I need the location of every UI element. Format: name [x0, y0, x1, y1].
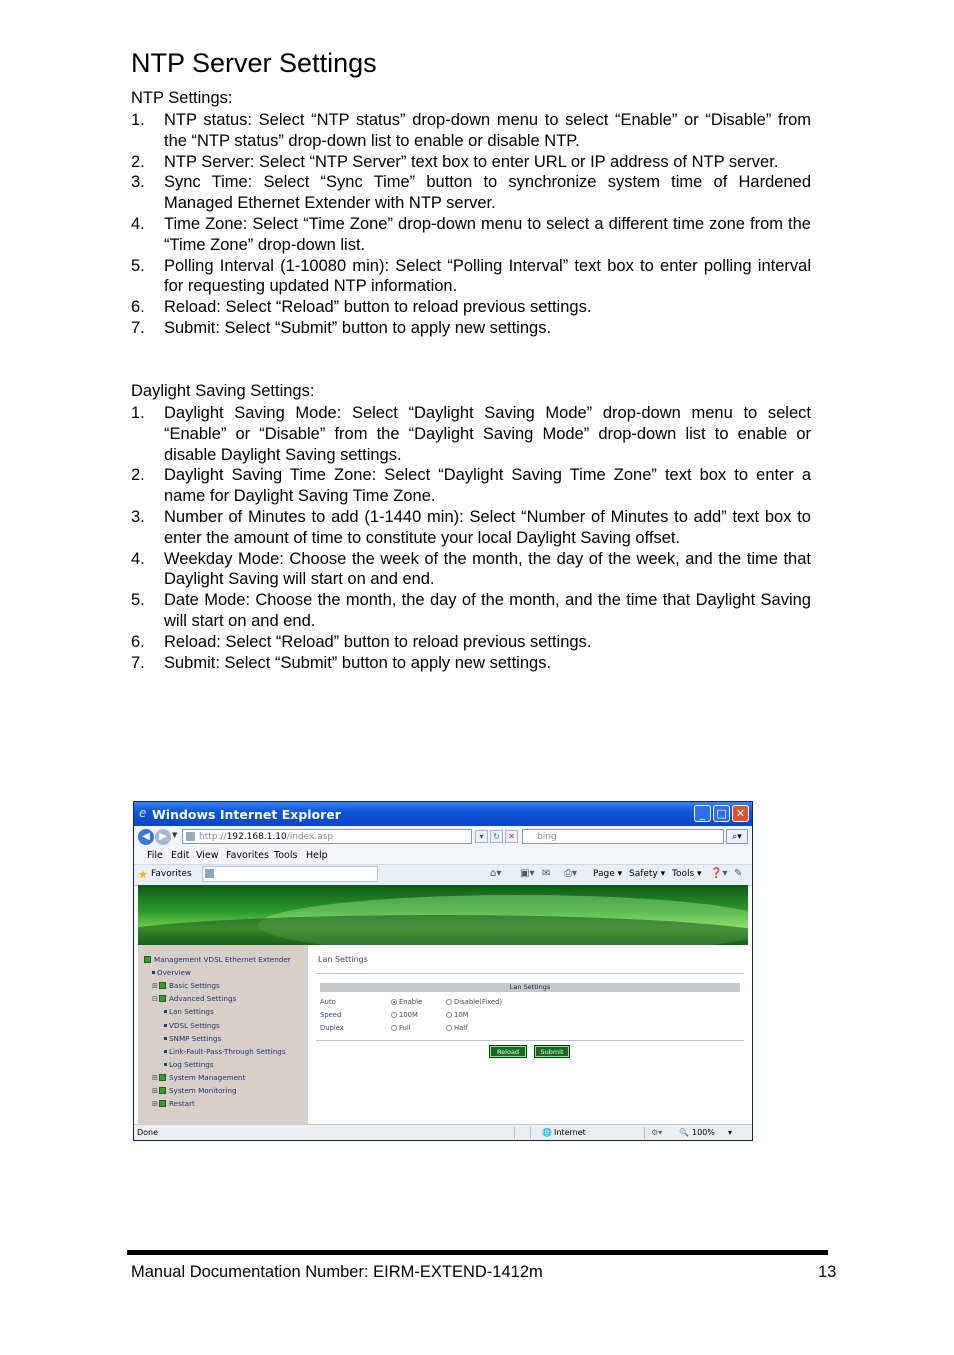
step-item [131, 297, 811, 318]
search-input[interactable]: bing [522, 829, 724, 844]
step-number: 2. [131, 466, 145, 485]
tree-item-label: Link-Fault-Pass-Through Settings [169, 1046, 286, 1056]
step-text: Number of Minutes to add (1-1440 min): Select “Number of Minutes to add” text box to enter the amount of time to constitute your local Daylight Saving offset. [164, 507, 811, 547]
globe-icon: 🌐 [542, 1128, 552, 1137]
status-separator [530, 1127, 531, 1139]
tree-item[interactable] [164, 1007, 214, 1016]
tree-item-label: Lan Settings [169, 1007, 214, 1017]
tree-item-label: Log Settings [169, 1059, 214, 1069]
menu-favorites[interactable]: Favorites [226, 850, 269, 861]
address-dropdown-icon[interactable]: ▾ [475, 830, 488, 843]
menu-view[interactable]: View [196, 850, 219, 861]
tree-bullet-icon [164, 1063, 167, 1066]
tree-bullet-icon [164, 1050, 167, 1053]
duplex-half-radio[interactable] [446, 1024, 468, 1032]
tree-bullet-icon [164, 1024, 167, 1027]
folder-icon [159, 995, 166, 1002]
menu-edit[interactable]: Edit [171, 850, 190, 861]
auto-disable-label: Disable(Fixed) [454, 998, 503, 1006]
tree-item[interactable] [152, 994, 236, 1003]
radio-checked-icon [391, 999, 397, 1005]
radio-unchecked-icon [446, 999, 452, 1005]
status-separator [644, 1127, 645, 1139]
daylight-saving-heading: Daylight Saving Settings: [131, 382, 315, 400]
url-prefix: http:// [199, 832, 227, 842]
collapse-icon[interactable]: ⊟ [152, 994, 159, 1004]
step-text: Reload: Select “Reload” button to reload previous settings. [164, 632, 592, 651]
step-number: 1. [131, 404, 145, 422]
forward-icon[interactable]: ▶ [155, 829, 171, 845]
duplex-full-radio[interactable] [391, 1024, 411, 1032]
url-host: 192.168.1.10 [226, 832, 287, 842]
speed-100m-radio[interactable] [391, 1011, 418, 1019]
step-number: 2. [131, 152, 145, 171]
step-text: Time Zone: Select “Time Zone” drop-down menu to select a different time zone from the “Time Zone” drop-down list. [164, 214, 811, 254]
minimize-icon[interactable]: _ [694, 805, 711, 822]
maximize-icon[interactable]: □ [713, 805, 730, 822]
folder-icon [159, 1087, 166, 1094]
step-item [131, 172, 811, 214]
print-icon[interactable]: ⎙▾ [564, 868, 578, 879]
step-number: 5. [131, 256, 145, 275]
zoom-icon[interactable]: 🔍 [679, 1128, 689, 1137]
menu-file[interactable]: File [147, 850, 163, 861]
step-text: Polling Interval (1-10080 min): Select “Polling Interval” text box to enter polling interval for requesting updated NTP information. [164, 256, 811, 296]
auto-label: Auto [320, 998, 336, 1006]
step-number: 5. [131, 591, 145, 610]
step-item [131, 549, 811, 591]
duplex-half-label: Half [454, 1024, 468, 1032]
tree-item-label: Restart [169, 1099, 195, 1109]
tree-item[interactable] [152, 1073, 245, 1082]
zoom-level[interactable]: 100% [692, 1128, 715, 1137]
safety-menu[interactable]: Safety ▾ [629, 869, 666, 879]
tree-item-label: SNMP Settings [169, 1033, 222, 1043]
tab-favicon-icon [205, 869, 214, 878]
step-item [131, 256, 811, 298]
window-titlebar [134, 802, 752, 826]
step-number: 3. [131, 173, 145, 192]
zoom-dropdown-icon[interactable]: ▾ [728, 1128, 733, 1137]
page-menu[interactable]: Page ▾ [593, 869, 623, 879]
back-icon[interactable]: ◀ [138, 829, 154, 845]
ntp-steps-list [131, 110, 811, 339]
expand-icon[interactable]: ⊞ [152, 1072, 159, 1082]
expand-icon[interactable]: ⊞ [152, 1086, 159, 1095]
header-banner [138, 885, 748, 945]
search-icon[interactable]: ⌕▾ [726, 829, 748, 844]
help-icon[interactable]: ❓▾ [710, 868, 728, 879]
speed-100m-label: 100M [399, 1011, 418, 1019]
step-text: Daylight Saving Time Zone: Select “Daylight Saving Time Zone” text box to enter a name for Daylight Saving Time Zone. [164, 466, 811, 506]
radio-unchecked-icon [446, 1012, 452, 1018]
footer-page-number: 13 [818, 1263, 837, 1281]
browser-screenshot [133, 801, 753, 1141]
window-title: Windows Internet Explorer [152, 807, 341, 822]
research-icon[interactable]: ✎ [734, 868, 743, 879]
tree-bullet-icon [152, 971, 155, 974]
duplex-label: Duplex [320, 1024, 344, 1032]
favorites-bar [134, 864, 752, 886]
tree-item-label: Advanced Settings [169, 994, 237, 1004]
step-number: 6. [131, 298, 145, 317]
step-text: Submit: Select “Submit” button to apply new settings. [164, 318, 552, 337]
favorites-star-icon[interactable]: ★ [138, 868, 148, 881]
tree-bullet-icon [164, 1010, 167, 1013]
page-favicon-icon [186, 832, 195, 841]
menu-help[interactable]: Help [306, 850, 328, 861]
step-number: 7. [131, 318, 145, 337]
tools-command-menu[interactable]: Tools ▾ [672, 869, 702, 879]
stop-icon[interactable]: ✕ [505, 830, 518, 843]
step-text: Daylight Saving Mode: Select “Daylight Saving Mode” drop-down menu to select “Enable” or “Disable” from the “Daylight Saving Mode” drop-down list to enable or disable Daylight Saving settings. [164, 404, 811, 464]
step-item [131, 403, 811, 465]
tree-item-label: VDSL Settings [169, 1020, 220, 1030]
tree-item[interactable] [144, 955, 291, 964]
folder-icon [159, 1074, 166, 1081]
mail-icon[interactable]: ✉ [542, 868, 551, 879]
step-number: 4. [131, 214, 145, 233]
radio-unchecked-icon [446, 1025, 452, 1031]
tree-bullet-icon [164, 1037, 167, 1040]
lan-settings-pane [316, 945, 748, 1124]
tree-item-label: System Management [169, 1072, 246, 1082]
page-title: NTP Server Settings [131, 48, 377, 78]
protected-mode-icon[interactable]: ⚙▾ [651, 1128, 663, 1137]
pane-title: Lan Settings [318, 955, 368, 964]
radio-unchecked-icon [391, 1025, 397, 1031]
folder-icon [144, 956, 151, 963]
speed-10m-radio[interactable] [446, 1011, 469, 1019]
step-item [131, 507, 811, 549]
step-number: 4. [131, 549, 145, 568]
feeds-icon[interactable]: ▣▾ [520, 868, 535, 879]
tree-item[interactable] [152, 968, 191, 977]
step-text: Weekday Mode: Choose the week of the month, the day of the week, and the time that Daylight Saving will start on and end. [164, 549, 811, 589]
menu-tools[interactable]: Tools [274, 850, 298, 861]
footer-doc-number: Manual Documentation Number: EIRM-EXTEND-1412m [131, 1263, 543, 1281]
refresh-icon[interactable]: ↻ [490, 830, 503, 843]
ntp-settings-heading: NTP Settings: [131, 89, 233, 107]
close-icon[interactable]: ✕ [732, 805, 749, 822]
step-item [131, 152, 811, 173]
step-item [131, 632, 811, 653]
tree-item[interactable] [152, 1086, 237, 1095]
section-header-bar: Lan Settings [320, 983, 740, 992]
step-number: 3. [131, 507, 145, 526]
auto-enable-radio[interactable] [391, 998, 422, 1006]
step-text: Sync Time: Select “Sync Time” button to synchronize system time of Hardened Managed Ethernet Extender with NTP server. [164, 173, 811, 213]
auto-enable-label: Enable [399, 998, 423, 1006]
url-input[interactable] [182, 829, 472, 844]
banner-swoosh-dark [138, 915, 748, 945]
folder-icon [159, 1100, 166, 1107]
step-item [131, 110, 811, 152]
status-bar [134, 1124, 752, 1141]
tree-item[interactable] [152, 1099, 195, 1108]
status-separator [514, 1127, 515, 1139]
home-icon[interactable]: ⌂▾ [490, 868, 502, 879]
ie-logo-icon: e [139, 806, 147, 820]
step-item [131, 214, 811, 256]
tree-item[interactable] [164, 1047, 286, 1056]
favorites-button[interactable]: Favorites [151, 869, 192, 879]
tree-item[interactable] [164, 1034, 221, 1043]
tree-item[interactable] [164, 1060, 214, 1069]
security-zone: Internet [554, 1128, 586, 1137]
history-dropdown-icon[interactable]: ▼ [172, 831, 178, 839]
folder-icon [159, 982, 166, 989]
step-item [131, 653, 811, 674]
step-text: Reload: Select “Reload” button to reload previous settings. [164, 298, 592, 317]
duplex-full-label: Full [399, 1024, 411, 1032]
step-item [131, 590, 811, 632]
submit-button[interactable]: Submit [534, 1045, 570, 1058]
footer-rule [127, 1250, 828, 1255]
tree-item[interactable] [164, 1021, 220, 1030]
address-bar [134, 826, 752, 849]
step-text: NTP status: Select “NTP status” drop-down menu to select “Enable” or “Disable” from the “NTP status” drop-down list to enable or disable NTP. [164, 111, 811, 150]
web-page-content [138, 885, 748, 1124]
step-item [131, 318, 811, 339]
tree-item-label: Basic Settings [169, 981, 220, 991]
divider [316, 973, 744, 974]
radio-unchecked-icon [391, 1012, 397, 1018]
speed-10m-label: 10M [454, 1011, 469, 1019]
step-item [131, 465, 811, 507]
speed-label: Speed [320, 1011, 342, 1019]
step-text: Date Mode: Choose the month, the day of the month, and the time that Daylight Saving will start on and end. [164, 591, 811, 630]
divider [316, 1040, 744, 1041]
expand-icon[interactable]: ⊞ [152, 1099, 159, 1109]
tree-item[interactable] [152, 981, 220, 990]
url-path: /index.asp [286, 832, 334, 842]
step-number: 1. [131, 111, 145, 129]
menu-bar [134, 848, 752, 864]
auto-disable-radio[interactable] [446, 998, 502, 1006]
step-text: Submit: Select “Submit” button to apply new settings. [164, 653, 552, 672]
expand-icon[interactable]: ⊞ [152, 981, 159, 991]
reload-button[interactable]: Reload [489, 1045, 527, 1058]
daylight-saving-steps-list [131, 403, 811, 673]
step-number: 6. [131, 632, 145, 651]
tree-item-label: Overview [157, 968, 191, 978]
tree-item-label: System Monitoring [169, 1086, 237, 1095]
browser-tab[interactable] [202, 866, 378, 882]
step-number: 7. [131, 653, 145, 672]
status-text: Done [137, 1128, 159, 1137]
step-text: NTP Server: Select “NTP Server” text box to enter URL or IP address of NTP server. [164, 152, 779, 171]
tree-item-label: Management VDSL Ethernet Extender [154, 955, 291, 964]
navigation-tree [138, 945, 308, 1124]
